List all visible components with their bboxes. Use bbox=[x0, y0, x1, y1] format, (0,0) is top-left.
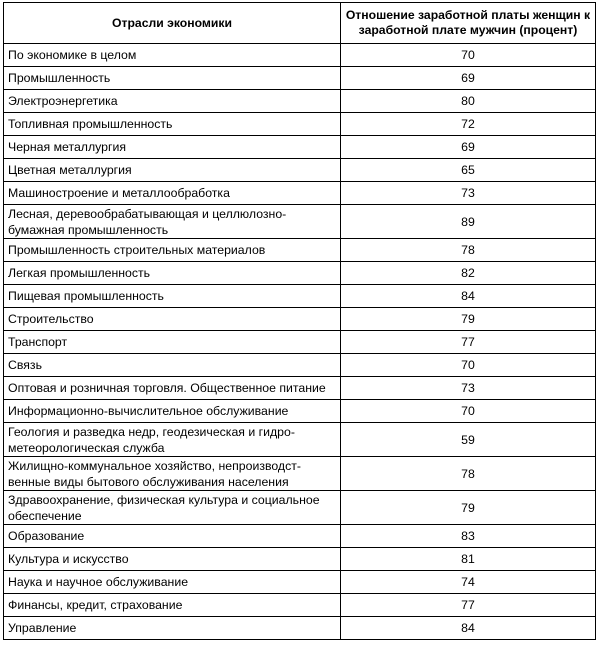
branch-cell: Топливная промышленность bbox=[4, 113, 341, 136]
ratio-cell: 82 bbox=[341, 262, 596, 285]
branch-cell: Наука и научное обслуживание bbox=[4, 571, 341, 594]
table-row bbox=[4, 423, 596, 457]
table-row bbox=[4, 400, 596, 423]
branch-cell: Управление bbox=[4, 617, 341, 640]
table-row bbox=[4, 262, 596, 285]
ratio-cell: 65 bbox=[341, 159, 596, 182]
ratio-cell: 84 bbox=[341, 285, 596, 308]
table-row bbox=[4, 90, 596, 113]
ratio-cell: 83 bbox=[341, 525, 596, 548]
table-row bbox=[4, 491, 596, 525]
ratio-cell: 81 bbox=[341, 548, 596, 571]
branch-cell: Финансы, кредит, страхование bbox=[4, 594, 341, 617]
table-row bbox=[4, 548, 596, 571]
ratio-cell: 79 bbox=[341, 491, 596, 525]
ratio-cell: 59 bbox=[341, 423, 596, 457]
table-row bbox=[4, 285, 596, 308]
ratio-cell: 77 bbox=[341, 331, 596, 354]
table-row bbox=[4, 182, 596, 205]
table-header bbox=[4, 3, 596, 44]
ratio-cell: 79 bbox=[341, 308, 596, 331]
ratio-cell: 78 bbox=[341, 239, 596, 262]
ratio-cell: 77 bbox=[341, 594, 596, 617]
ratio-cell: 69 bbox=[341, 136, 596, 159]
table-body bbox=[4, 44, 596, 640]
header-ratio: Отношение заработной платы женщин к заработной плате мужчин (процент) bbox=[341, 3, 596, 44]
wage-ratio-table bbox=[3, 2, 596, 640]
table-row bbox=[4, 113, 596, 136]
branch-cell: Транспорт bbox=[4, 331, 341, 354]
branch-cell: Промышленность строительных материалов bbox=[4, 239, 341, 262]
ratio-cell: 69 bbox=[341, 67, 596, 90]
table-row bbox=[4, 354, 596, 377]
branch-cell: Лесная, деревообрабатывающая и целлюлозно-бумажная промышленность bbox=[4, 205, 341, 239]
table-row bbox=[4, 617, 596, 640]
branch-cell: Связь bbox=[4, 354, 341, 377]
branch-cell: По экономике в целом bbox=[4, 44, 341, 67]
ratio-cell: 70 bbox=[341, 400, 596, 423]
ratio-cell: 73 bbox=[341, 182, 596, 205]
branch-cell: Информационно-вычислительное обслуживание bbox=[4, 400, 341, 423]
table-row bbox=[4, 136, 596, 159]
branch-cell: Машиностроение и металлообработка bbox=[4, 182, 341, 205]
ratio-cell: 70 bbox=[341, 354, 596, 377]
branch-cell: Промышленность bbox=[4, 67, 341, 90]
table-row bbox=[4, 67, 596, 90]
header-branch: Отрасли экономики bbox=[4, 3, 341, 44]
ratio-cell: 80 bbox=[341, 90, 596, 113]
ratio-cell: 89 bbox=[341, 205, 596, 239]
ratio-cell: 73 bbox=[341, 377, 596, 400]
branch-cell: Электроэнергетика bbox=[4, 90, 341, 113]
branch-cell: Цветная металлургия bbox=[4, 159, 341, 182]
table-row bbox=[4, 525, 596, 548]
ratio-cell: 74 bbox=[341, 571, 596, 594]
ratio-cell: 70 bbox=[341, 44, 596, 67]
header-row bbox=[4, 3, 596, 44]
branch-cell: Жилищно-коммунальное хозяйство, непроизводст-венные виды бытового обслуживания населения bbox=[4, 457, 341, 491]
table-row bbox=[4, 159, 596, 182]
branch-cell: Культура и искусство bbox=[4, 548, 341, 571]
table-row bbox=[4, 44, 596, 67]
ratio-cell: 78 bbox=[341, 457, 596, 491]
branch-cell: Образование bbox=[4, 525, 341, 548]
table-row bbox=[4, 239, 596, 262]
ratio-cell: 84 bbox=[341, 617, 596, 640]
branch-cell: Легкая промышленность bbox=[4, 262, 341, 285]
branch-cell: Оптовая и розничная торговля. Общественное питание bbox=[4, 377, 341, 400]
branch-cell: Строительство bbox=[4, 308, 341, 331]
table-row bbox=[4, 205, 596, 239]
table-row bbox=[4, 571, 596, 594]
table-row bbox=[4, 308, 596, 331]
table-row bbox=[4, 331, 596, 354]
ratio-cell: 72 bbox=[341, 113, 596, 136]
branch-cell: Геология и разведка недр, геодезическая и гидро-метеорологическая служба bbox=[4, 423, 341, 457]
branch-cell: Здравоохранение, физическая культура и социальное обеспечение bbox=[4, 491, 341, 525]
branch-cell: Пищевая промышленность bbox=[4, 285, 341, 308]
table-row bbox=[4, 594, 596, 617]
branch-cell: Черная металлургия bbox=[4, 136, 341, 159]
table-row bbox=[4, 457, 596, 491]
table-row bbox=[4, 377, 596, 400]
